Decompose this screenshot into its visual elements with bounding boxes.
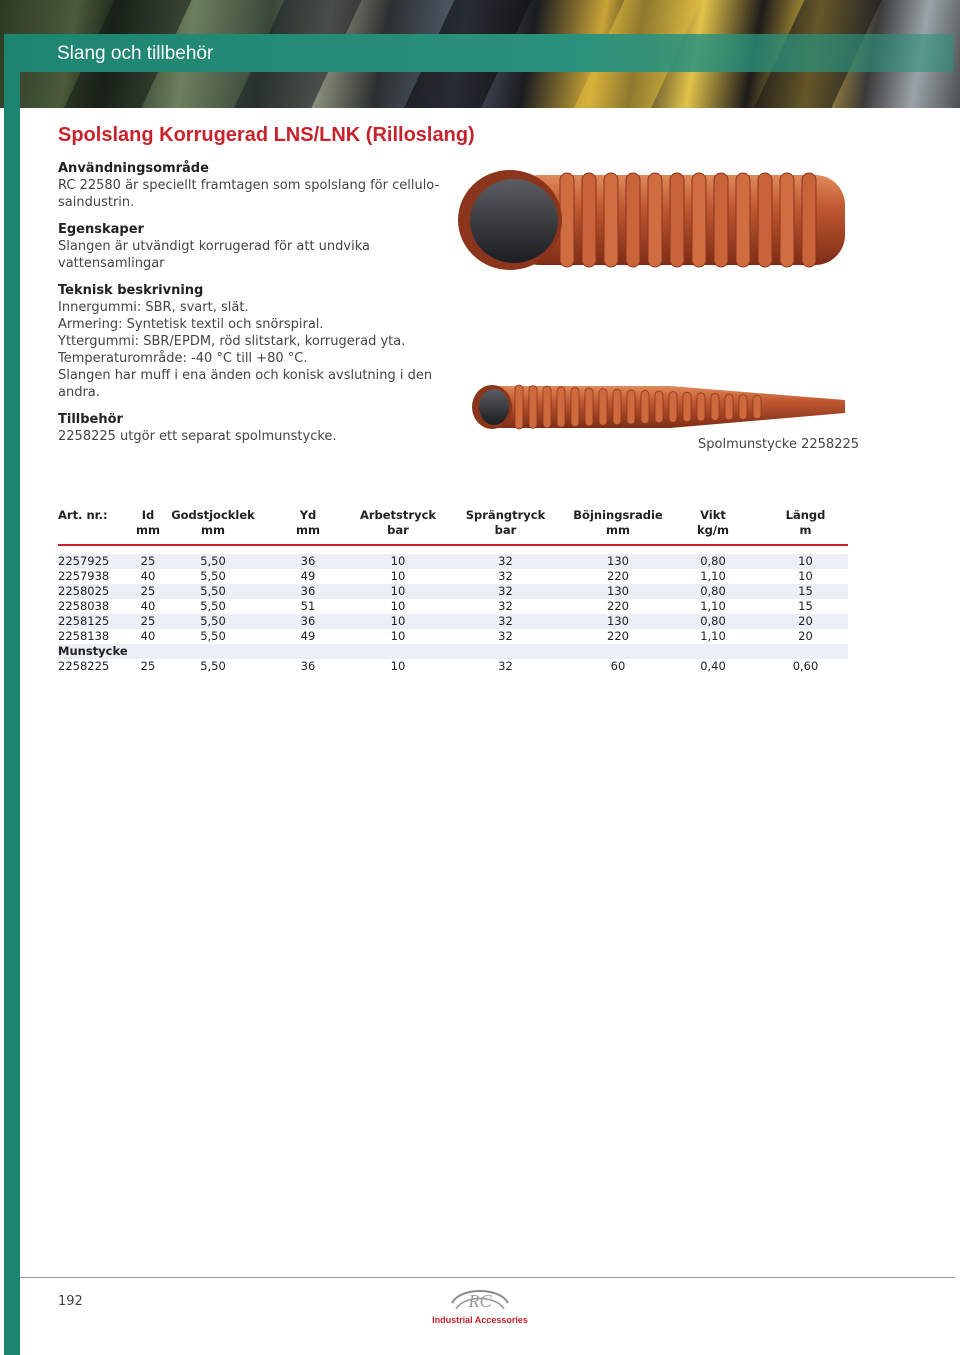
table-row bbox=[58, 659, 848, 674]
hose-rib bbox=[758, 173, 772, 267]
column-unit: mm bbox=[258, 523, 358, 545]
column-header: Art. nr.: bbox=[58, 508, 108, 522]
table-cell: 0,80 bbox=[663, 614, 763, 629]
hose-rib bbox=[714, 173, 728, 267]
hose-rib bbox=[780, 173, 794, 267]
nozzle-rib bbox=[571, 387, 579, 426]
section-title: Slang och tillbehör bbox=[57, 43, 214, 64]
nozzle-rib bbox=[683, 392, 691, 422]
company-logo bbox=[430, 1283, 530, 1331]
table-cell: 40 bbox=[140, 569, 156, 583]
table-cell: 20 bbox=[763, 614, 848, 629]
table-cell: 220 bbox=[607, 569, 629, 583]
column-unit: m bbox=[763, 523, 848, 545]
text-line: Armering: Syntetisk textil och snörspiral. bbox=[58, 317, 324, 332]
nozzle-rib bbox=[739, 395, 747, 420]
text-line: Slangen har muff i ena änden och konisk avslutning i den bbox=[58, 368, 433, 383]
nozzle-rib bbox=[697, 393, 705, 421]
table-cell: 10 bbox=[390, 629, 406, 643]
nozzle-rib bbox=[515, 385, 523, 429]
table-cell: 32 bbox=[498, 599, 513, 613]
nozzle-rib bbox=[753, 395, 761, 419]
table-cell: 15 bbox=[763, 584, 848, 599]
logo-mark: RC bbox=[468, 1291, 492, 1311]
units-row bbox=[58, 523, 848, 545]
column-header: Vikt bbox=[700, 508, 726, 522]
table-cell: 220 bbox=[607, 599, 629, 613]
table-cell: 25 bbox=[128, 584, 168, 599]
section-heading: Egenskaper bbox=[58, 222, 144, 237]
table-cell: 5,50 bbox=[200, 569, 226, 583]
hose-rib bbox=[692, 173, 706, 267]
section-heading: Användningsområde bbox=[58, 161, 209, 176]
table-cell: 32 bbox=[438, 584, 573, 599]
text-line: 2258225 utgör ett separat spolmunstycke. bbox=[58, 429, 337, 444]
column-unit: bar bbox=[358, 523, 438, 545]
table-cell: 0,40 bbox=[700, 659, 726, 673]
spec-table bbox=[58, 508, 848, 674]
product-title: Spolslang Korrugerad LNS/LNK (Rilloslang) bbox=[58, 124, 475, 146]
table-row bbox=[58, 629, 848, 644]
table-cell: 20 bbox=[798, 629, 813, 643]
table-cell: 10 bbox=[798, 569, 813, 583]
table-cell: 130 bbox=[573, 554, 663, 569]
table-cell: 40 bbox=[140, 629, 156, 643]
hose-rib bbox=[736, 173, 750, 267]
table-cell: 2257925 bbox=[58, 554, 128, 569]
column-unit: mm bbox=[168, 523, 258, 545]
nozzle-rib bbox=[585, 388, 593, 426]
hose-rib bbox=[582, 173, 596, 267]
column-unit bbox=[58, 523, 128, 545]
table-cell: 10 bbox=[390, 659, 406, 673]
table-cell: 5,50 bbox=[168, 554, 258, 569]
table-cell: 10 bbox=[358, 584, 438, 599]
text-line: saindustrin. bbox=[58, 195, 135, 210]
table-cell: 15 bbox=[798, 599, 813, 613]
table-cell: 2258138 bbox=[58, 629, 110, 643]
column-header: Längd bbox=[785, 508, 826, 522]
hose-rib bbox=[560, 173, 574, 267]
text-line: andra. bbox=[58, 385, 100, 400]
table-cell: 25 bbox=[128, 554, 168, 569]
table-cell: 10 bbox=[390, 599, 406, 613]
nozzle-rib bbox=[613, 389, 621, 425]
table-row bbox=[58, 614, 848, 629]
column-unit: mm bbox=[573, 523, 663, 545]
text-line: Temperaturområde: -40 °C till +80 °C. bbox=[58, 351, 308, 366]
table-cell: 1,10 bbox=[700, 569, 726, 583]
column-header: Id bbox=[141, 508, 155, 522]
table-cell: 2257938 bbox=[58, 569, 110, 583]
table-row bbox=[58, 599, 848, 614]
text-line: Innergummi: SBR, svart, slät. bbox=[58, 300, 249, 315]
column-header: Yd bbox=[299, 508, 317, 522]
page-number: 192 bbox=[58, 1294, 83, 1309]
table-cell: 5,50 bbox=[200, 599, 226, 613]
section-text bbox=[58, 428, 448, 445]
table-cell: 10 bbox=[763, 554, 848, 569]
hose-rib bbox=[648, 173, 662, 267]
rc-logo-icon bbox=[430, 1283, 530, 1317]
column-header: Böjningsradie bbox=[573, 508, 663, 522]
table-cell: 1,10 bbox=[700, 629, 726, 643]
table-cell: 36 bbox=[300, 659, 316, 673]
column-unit: bar bbox=[438, 523, 573, 545]
table-cell: 10 bbox=[358, 554, 438, 569]
table-cell: 5,50 bbox=[200, 629, 226, 643]
table-cell: 130 bbox=[573, 614, 663, 629]
table-cell: 49 bbox=[300, 569, 316, 583]
table-cell: 25 bbox=[140, 659, 156, 673]
corrugated-hose-image bbox=[450, 165, 850, 280]
text-line: Slangen är utvändigt korrugerad för att undvika bbox=[58, 239, 370, 254]
table-cell: 32 bbox=[498, 569, 513, 583]
header-row bbox=[58, 508, 848, 523]
nozzle-rib bbox=[669, 392, 677, 423]
table-cell: 36 bbox=[258, 614, 358, 629]
nozzle-rib bbox=[557, 387, 565, 427]
table-cell: 32 bbox=[438, 614, 573, 629]
product-description bbox=[58, 160, 448, 455]
footer-divider bbox=[20, 1277, 955, 1278]
table-cell: 36 bbox=[258, 554, 358, 569]
section-heading: Tillbehör bbox=[58, 412, 123, 427]
table-cell: 1,10 bbox=[700, 599, 726, 613]
hose-rib bbox=[604, 173, 618, 267]
table-cell: 10 bbox=[390, 569, 406, 583]
hose-rib bbox=[670, 173, 684, 267]
table-row bbox=[58, 569, 848, 584]
table-cell: 32 bbox=[498, 659, 513, 673]
section-text bbox=[58, 238, 448, 272]
nozzle-rib bbox=[711, 393, 719, 420]
table-cell: 5,50 bbox=[168, 584, 258, 599]
nozzle-rib bbox=[627, 390, 635, 424]
table-cell: 10 bbox=[358, 614, 438, 629]
nozzle-rib bbox=[599, 389, 607, 426]
table-cell: 2258025 bbox=[58, 584, 128, 599]
table-cell: 5,50 bbox=[200, 659, 226, 673]
table-cell: 32 bbox=[438, 554, 573, 569]
table-cell: 2258038 bbox=[58, 599, 110, 613]
nozzle-rib bbox=[543, 386, 551, 428]
table-cell: 130 bbox=[573, 584, 663, 599]
table-cell: 40 bbox=[140, 599, 156, 613]
nozzle-rib bbox=[655, 391, 663, 423]
table-cell: 51 bbox=[300, 599, 316, 613]
nozzle-image bbox=[470, 380, 850, 435]
hose-rib bbox=[626, 173, 640, 267]
logo-text: Industrial Accessories bbox=[432, 1315, 528, 1325]
nozzle-rib bbox=[529, 386, 537, 429]
table-cell: 36 bbox=[258, 584, 358, 599]
text-line: RC 22580 är speciellt framtagen som spolslang för cellulo- bbox=[58, 178, 440, 193]
table-spacer bbox=[58, 545, 848, 554]
image-caption: Spolmunstycke 2258225 bbox=[698, 437, 860, 452]
text-line: Yttergummi: SBR/EPDM, röd slitstark, korrugerad yta. bbox=[58, 334, 406, 349]
table-cell: 0,80 bbox=[663, 554, 763, 569]
hose-rib bbox=[802, 173, 816, 267]
table-cell: 220 bbox=[607, 629, 629, 643]
left-accent-bar bbox=[4, 70, 20, 1355]
table-cell: 2258225 bbox=[58, 659, 110, 673]
column-unit: kg/m bbox=[663, 523, 763, 545]
column-header: Arbetstryck bbox=[359, 508, 437, 522]
column-header: Sprängtryck bbox=[465, 508, 546, 522]
table-cell: 25 bbox=[128, 614, 168, 629]
nozzle-rib bbox=[725, 394, 733, 420]
table-cell: 49 bbox=[300, 629, 316, 643]
column-header: Godstjocklek bbox=[171, 508, 255, 522]
table-cell: 60 bbox=[610, 659, 626, 673]
table-cell: 32 bbox=[498, 629, 513, 643]
table-cell: 0,60 bbox=[792, 659, 819, 673]
section-text bbox=[58, 177, 448, 211]
table-cell: 0,80 bbox=[663, 584, 763, 599]
section-heading: Teknisk beskrivning bbox=[58, 283, 204, 298]
table-subheading: Munstycke bbox=[58, 644, 848, 659]
table-cell: 2258125 bbox=[58, 614, 128, 629]
text-line: vattensamlingar bbox=[58, 256, 165, 271]
table-row bbox=[58, 584, 848, 599]
section-text bbox=[58, 299, 448, 401]
table-subheading-row bbox=[58, 644, 848, 659]
table-row bbox=[58, 554, 848, 569]
table-cell: 5,50 bbox=[168, 614, 258, 629]
nozzle-rib bbox=[641, 390, 649, 423]
column-unit: mm bbox=[128, 523, 168, 545]
